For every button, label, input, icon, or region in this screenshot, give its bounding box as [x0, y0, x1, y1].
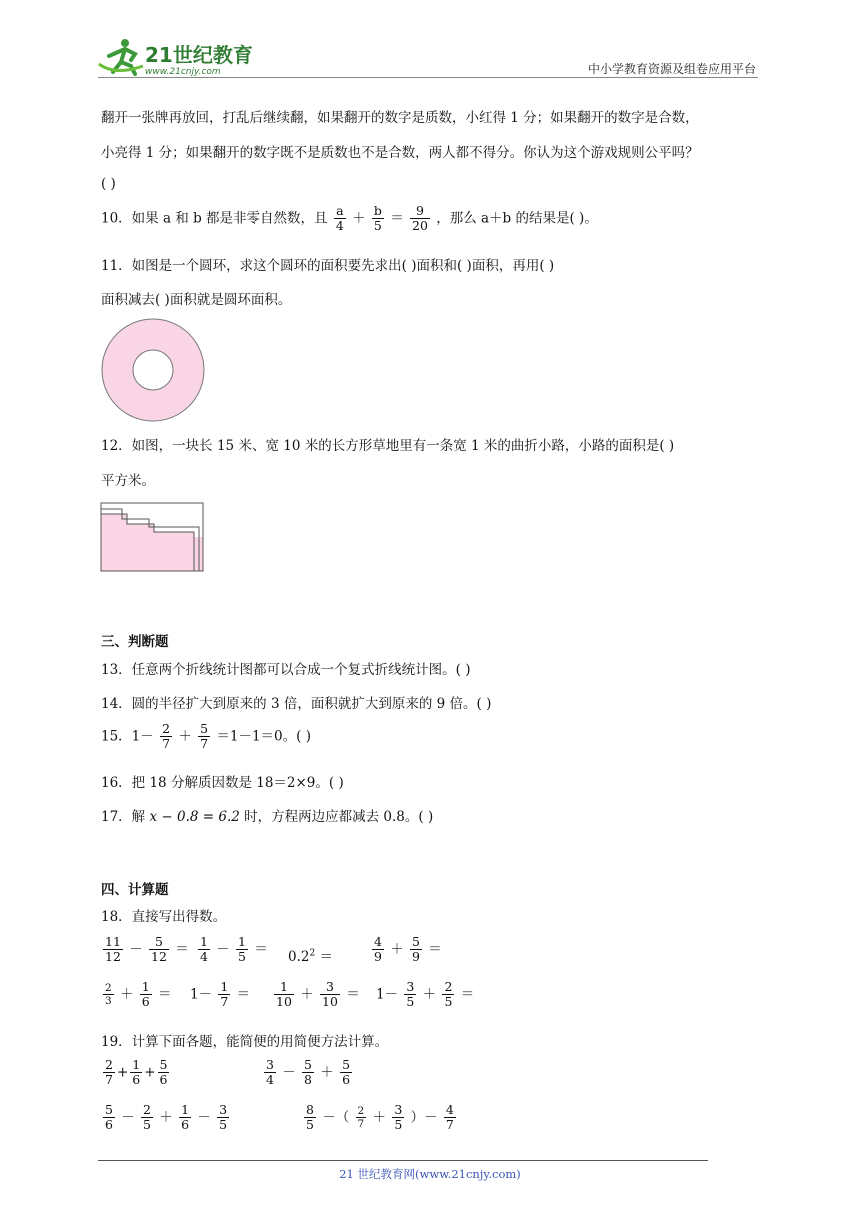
calc-19-2: $\frac{3}{4}$ － $\frac{5}{8}$ ＋ $\frac{5}{6}$	[266, 1057, 351, 1088]
question-17: 17．解 x − 0.8 = 6.2 时，方程两边应都减去 0.8。( )	[101, 809, 434, 825]
calc-19-1: $\frac{2}{7}$ + $\frac{1}{6}$ + $\frac{5}{6}$	[105, 1057, 168, 1088]
svg-text:www.21cnjy.com: www.21cnjy.com	[145, 67, 221, 77]
svg-text:21世纪教育: 21世纪教育	[145, 43, 253, 67]
fraction-9-over-20: $\frac{9}{20}$	[412, 203, 428, 234]
footer-link[interactable]: 21 世纪教育网(www.21cnjy.com)	[339, 1167, 521, 1181]
question-10: 10．如果 a 和 b 都是非零自然数，且 $\frac{a}{4}$ ＋ $\frac{b}{5}$ ＝ $\frac{9}{20}$ ，那么 a＋b 的结果是( )。	[101, 203, 598, 234]
platform-name: 中小学教育资源及组卷应用平台	[587, 62, 756, 76]
question-14[interactable]: 14．圆的半径扩大到原来的 3 倍，面积就扩大到原来的 9 倍。( )	[101, 696, 492, 712]
question-19: 19．计算下面各题，能简便的用简便方法计算。	[101, 1034, 389, 1050]
site-logo	[95, 36, 265, 78]
q11-line2[interactable]: 面积减去( )面积就是圆环面积。	[101, 292, 292, 308]
calc-18-2: $\frac{1}{4}$ － $\frac{1}{5}$ ＝	[200, 934, 268, 965]
header-divider	[98, 77, 758, 78]
q17-answer-blank[interactable]: 时，方程两边应都减去 0.8。( )	[244, 809, 434, 825]
calc-18-6: 1－ $\frac{1}{7}$ ＝	[190, 979, 251, 1010]
footer-divider	[98, 1160, 708, 1161]
calc-19-4: $\frac{8}{5}$ －（ $\frac{2}{7}$ ＋ $\frac{3}{5}$ ）－ $\frac{4}{7}$	[306, 1102, 454, 1133]
calc-18-5: $\frac{2}{3}$ ＋ $\frac{1}{6}$ ＝	[105, 979, 172, 1010]
q12-line1[interactable]: 12．如图，一块长 15 米、宽 10 米的长方形草地里有一条宽 1 米的曲折小路，小路的面积是( )	[101, 438, 675, 454]
runner-logo-icon	[95, 36, 265, 78]
question-18: 18．直接写出得数。	[101, 909, 227, 925]
question-15: 15．1－ $\frac{2}{7}$ ＋ $\frac{5}{7}$ ＝1－1＝0。( )	[101, 721, 311, 752]
q11-line1[interactable]: 11．如图是一个圆环，求这个圆环的面积要先求出( )面积和( )面积，再用( )	[101, 258, 555, 274]
equation: x − 0.8 = 6.2	[149, 809, 240, 825]
ring-figure	[100, 318, 210, 424]
fraction-b-over-5: $\frac{b}{5}$	[373, 203, 382, 234]
fraction-2-over-7: $\frac{2}{7}$	[162, 721, 171, 752]
fraction-5-over-7: $\frac{5}{7}$	[200, 721, 209, 752]
q15-answer-blank[interactable]: ＝1－1＝0。( )	[216, 728, 311, 745]
section-3-title: 三、判断题	[101, 634, 169, 650]
question-16[interactable]: 16．把 18 分解质因数是 18＝2×9。( )	[101, 775, 344, 791]
calc-18-8: 1－ $\frac{3}{5}$ ＋ $\frac{2}{5}$ ＝	[376, 979, 475, 1010]
calc-18-4: $\frac{4}{9}$ ＋ $\frac{5}{9}$ ＝	[374, 934, 442, 965]
calc-18-3: $0.2^2$ ＝	[288, 948, 334, 965]
calc-18-1: $\frac{11}{12}$ － $\frac{5}{12}$ ＝	[105, 934, 189, 965]
q10-prefix: 10．如果 a 和 b 都是非零自然数，且	[101, 210, 328, 227]
section-4-title: 四、计算题	[101, 882, 169, 898]
fraction-a-over-4: $\frac{a}{4}$	[335, 203, 344, 234]
q9-answer-blank[interactable]: ( )	[101, 176, 116, 192]
q10-answer-blank[interactable]: ，那么 a＋b 的结果是( )。	[436, 210, 598, 227]
calc-19-3: $\frac{5}{6}$ － $\frac{2}{5}$ ＋ $\frac{1}{6}$ － $\frac{3}{5}$	[105, 1102, 228, 1133]
calc-18-7: $\frac{1}{10}$ ＋ $\frac{3}{10}$ ＝	[276, 979, 360, 1010]
lawn-path-figure	[100, 502, 206, 574]
q9-line1: 翻开一张牌再放回，打乱后继续翻，如果翻开的数字是质数，小红得 1 分；如果翻开的数字是合数，	[101, 110, 699, 126]
q9-line2: 小亮得 1 分；如果翻开的数字既不是质数也不是合数，两人都不得分。你认为这个游戏规则公平吗？	[101, 145, 699, 161]
q12-line2: 平方米。	[101, 473, 155, 489]
question-13[interactable]: 13．任意两个折线统计图都可以合成一个复式折线统计图。( )	[101, 662, 471, 678]
